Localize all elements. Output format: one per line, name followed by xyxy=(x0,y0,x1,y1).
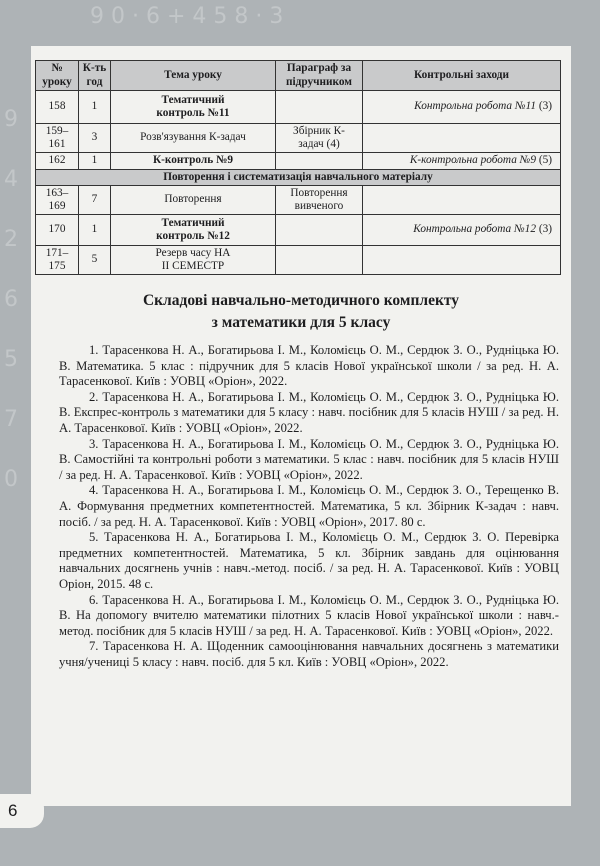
hours: 1 xyxy=(79,91,111,124)
paragraph: Повторення вивченого xyxy=(276,186,363,215)
reference-item: 1. Тарасенкова Н. А., Богатирьова І. М., Коломієць О. М., Сердюк З. О., Рудніцька Ю. В. Математика. 5 клас : підручник для 5 класів Нової української школи / за ред. Н. А. Тарасенкової. Київ : УОВЦ «Оріон», 2022. xyxy=(59,343,559,389)
header-lesson-number: № уроку xyxy=(36,61,79,91)
title-line-2: з математики для 5 класу xyxy=(211,314,391,331)
table-row xyxy=(36,246,561,275)
control xyxy=(363,153,561,170)
paragraph xyxy=(276,91,363,124)
lesson-number: 171–175 xyxy=(36,246,79,275)
reference-item: 4. Тарасенкова Н. А., Богатирьова І. М., Коломієць О. М., Сердюк З. О., Терещенко В. А. Формування предметних компетентностей. Математика, 5 кл. Збірник К-задач : навч. посіб. / за ред. Н. А. Тарасенкової. Київ : УОВЦ «Оріон», 2017. 80 с. xyxy=(59,483,559,529)
control xyxy=(363,124,561,153)
control xyxy=(363,215,561,246)
section-title xyxy=(31,290,571,334)
topic: Тематичний контроль №12 xyxy=(111,215,276,246)
header-hours: К-ть год xyxy=(79,61,111,91)
header-paragraph: Параграф за підручником xyxy=(276,61,363,91)
paragraph xyxy=(276,215,363,246)
control-text: К-контрольна робота №9 xyxy=(409,154,536,166)
reference-item: 7. Тарасенкова Н. А. Щоденник самооцінювання навчальних досягнень з математики учня/учениці 5 класу : навч. посіб. для 5 кл. Київ : УОВЦ «Оріон», 2022. xyxy=(59,639,559,669)
hours: 1 xyxy=(79,215,111,246)
title-line-1: Складові навчально-методичного комплекту xyxy=(142,292,460,309)
reference-item: 2. Тарасенкова Н. А., Богатирьова І. М., Коломієць О. М., Сердюк З. О., Рудніцька Ю. В. Експрес-контроль з математики для 5 класу : навч. посібник для 5 класів НУШ / за ред. Н. А. Тарасенкової. Київ : УОВЦ «Оріон», 2022. xyxy=(59,389,559,435)
control xyxy=(363,91,561,124)
hours: 5 xyxy=(79,246,111,275)
page-number: 6 xyxy=(0,794,44,828)
topic: Тематичний контроль №11 xyxy=(111,91,276,124)
control-ref: (3) xyxy=(538,223,552,236)
table-row xyxy=(36,153,561,170)
control-ref: (5) xyxy=(538,154,552,166)
topic: Повторення xyxy=(111,186,276,215)
lesson-number: 163–169 xyxy=(36,186,79,215)
header-topic: Тема уроку xyxy=(111,61,276,91)
table-row xyxy=(36,215,561,246)
control xyxy=(363,246,561,275)
reference-list xyxy=(59,343,559,670)
control xyxy=(363,186,561,215)
table-row xyxy=(36,186,561,215)
control-text: Контрольна робота №12 xyxy=(413,223,536,236)
lesson-number: 158 xyxy=(36,91,79,124)
background-decoration: 9 0 · 6 + 4 5 8 · 3 xyxy=(90,4,284,29)
lesson-plan-table xyxy=(35,60,561,275)
table-header-row xyxy=(36,61,561,91)
topic: Розв'язування К-задач xyxy=(111,124,276,153)
hours: 7 xyxy=(79,186,111,215)
control-text: Контрольна робота №11 xyxy=(414,100,536,113)
document-page xyxy=(31,46,571,806)
background-decoration: 9 4 2 6 5 7 0 xyxy=(4,107,18,492)
reference-item: 6. Тарасенкова Н. А., Богатирьова І. М., Коломієць О. М., Сердюк З. О., Рудніцька Ю. В. На допомогу вчителю математики пілотних 5 класів Нової української школи : навч.-метод. посібник для 5 класів НУШ / за ред. Н. А. Тарасенкової. Київ : УОВЦ «Оріон», 2022. xyxy=(59,592,559,638)
reference-item: 5. Тарасенкова Н. А., Богатирьова І. М., Коломієць О. М., Сердюк З. О. Перевірка предметних компетентностей. Математика, 5 кл. Збірник завдань для оцінювання навчальних досягнень учнів : навч.-метод. посіб. / за ред. Н. А. Тарасенкової. Київ : УОВЦ Оріон, 2015. 48 с. xyxy=(59,530,559,591)
control-ref: (3) xyxy=(538,100,552,113)
section-heading: Повторення і систематизація навчального матеріалу xyxy=(36,169,561,186)
lesson-number: 159–161 xyxy=(36,124,79,153)
topic: Резерв часу НА ІІ СЕМЕСТР xyxy=(111,246,276,275)
lesson-number: 162 xyxy=(36,153,79,170)
header-control: Контрольні заходи xyxy=(363,61,561,91)
paragraph xyxy=(276,153,363,170)
hours: 1 xyxy=(79,153,111,170)
topic: К-контроль №9 xyxy=(111,153,276,170)
table-row xyxy=(36,124,561,153)
table-row xyxy=(36,91,561,124)
reference-item: 3. Тарасенкова Н. А., Богатирьова І. М., Коломієць О. М., Сердюк З. О., Рудніцька Ю. В. Самостійні та контрольні роботи з математики. 5 клас : навч. посібник для 5 класів НУШ / за ред. Н. А. Тарасенкової. Київ : УОВЦ «Оріон», 2022. xyxy=(59,436,559,482)
lesson-number: 170 xyxy=(36,215,79,246)
paragraph: Збірник К-задач (4) xyxy=(276,124,363,153)
paragraph xyxy=(276,246,363,275)
hours: 3 xyxy=(79,124,111,153)
section-row xyxy=(36,169,561,186)
